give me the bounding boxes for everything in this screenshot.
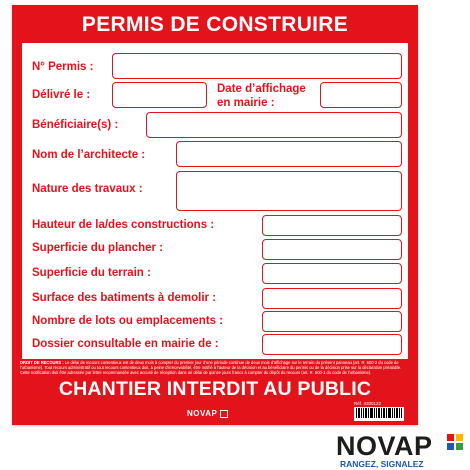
brand-tagline: RANGEZ, SIGNALEZ xyxy=(340,459,424,469)
reference-code: Réf. 4300122 xyxy=(354,401,382,406)
brand-name: NOVAP xyxy=(336,431,433,461)
brand-logo xyxy=(336,431,466,469)
delivre-field[interactable] xyxy=(112,82,207,108)
bottom-warning: CHANTIER INTERDIT AU PUBLIC xyxy=(58,378,372,400)
lots-label: Nombre de lots ou emplacements : xyxy=(32,315,224,327)
permis-field[interactable] xyxy=(112,53,402,79)
legal-notice xyxy=(20,360,410,376)
architecte-label: Nom de l’architecte : xyxy=(32,149,146,161)
legal-title: DROIT DE RECOURS : xyxy=(20,360,64,365)
logo-mark-icon xyxy=(220,410,228,418)
lots-field[interactable] xyxy=(262,311,402,332)
nature-label: Nature des travaux : xyxy=(32,183,143,195)
barcode-icon xyxy=(354,407,404,421)
plancher-field[interactable] xyxy=(262,239,402,260)
sign-title: PERMIS DE CONSTRUIRE xyxy=(81,13,349,36)
dossier-label: Dossier consultable en mairie de : xyxy=(32,338,219,350)
dossier-field[interactable] xyxy=(262,334,402,355)
brand-cross-icon xyxy=(447,434,463,450)
hauteur-label: Hauteur de la/des constructions : xyxy=(32,219,215,231)
terrain-field[interactable] xyxy=(262,263,402,284)
affichage-label-line1: Date d’affichage xyxy=(217,83,306,95)
plancher-label: Superficie du plancher : xyxy=(32,242,163,254)
demolir-field[interactable] xyxy=(262,288,402,309)
sign-logo xyxy=(187,409,228,418)
permis-label: N° Permis : xyxy=(32,61,94,73)
beneficiaires-label: Bénéficiaire(s) : xyxy=(32,119,119,131)
sign-logo-text: NOVAP xyxy=(187,409,218,418)
beneficiaires-field[interactable] xyxy=(146,112,402,138)
delivre-label: Délivré le : xyxy=(32,89,91,101)
legal-text: Le délai de recours contentieux est de deux mois à compter du premier jour d'une période continue de deux mois d'affichage sur le terrain du présent panneau (art. R. 600-2 du code de l'urbanisme). Tout recours administratif ou tout recours contentieux doit, à peine d'irrecevabilité, être notifié à l'auteur de la décision et au bénéficiaire du permis ou de la décision prise sur la déclaration préalable. Cette notification doit être adressée par lettre recommandée avec accusé de réception dans un délai de quinze jours francs à compter du dépôt du recours (art. R. 600-1 du code de l'urbanisme). xyxy=(20,360,402,375)
terrain-label: Superficie du terrain : xyxy=(32,267,151,279)
hauteur-field[interactable] xyxy=(262,215,402,236)
affichage-label-line2: en mairie : xyxy=(217,97,275,109)
affichage-field[interactable] xyxy=(320,82,402,108)
architecte-field[interactable] xyxy=(176,141,402,167)
nature-field[interactable] xyxy=(176,171,402,211)
demolir-label: Surface des batiments à demolir : xyxy=(32,292,217,304)
construction-permit-sign xyxy=(12,5,418,425)
form-panel xyxy=(22,43,408,359)
